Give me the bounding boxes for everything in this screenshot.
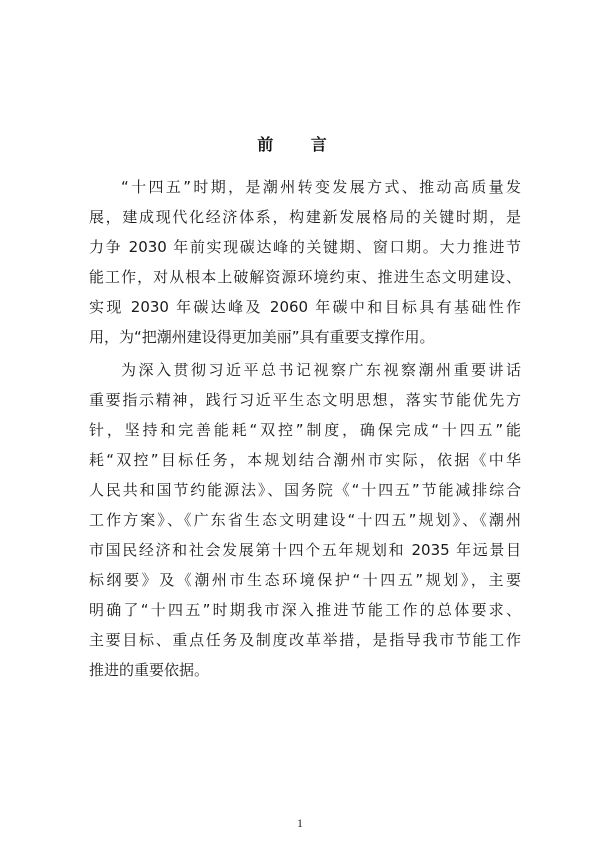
page-number: 1	[297, 816, 303, 830]
paragraph-1-line-5: 实现 2030 年碳达峰及 2060 年碳中和目标具有基础性作	[89, 298, 521, 316]
paragraph-2-line-9: 明确了“十四五”时期我市深入推进节能工作的总体要求、	[89, 601, 521, 619]
paragraph-2-line-8: 标纲要》及《潮州市生态环境保护“十四五”规划》，主要	[89, 571, 521, 589]
paragraph-1-line-3: 力争 2030 年前实现碳达峰的关键期、窗口期。大力推进节	[89, 238, 521, 256]
paragraph-2-line-10: 主要目标、重点任务及制度改革举措，是指导我市节能工作	[89, 631, 521, 649]
paragraph-1-line-2: 展，建成现代化经济体系，构建新发展格局的关键时期，是	[89, 208, 521, 226]
paragraph-2-line-5: 人民共和国节约能源法》、国务院《“十四五”节能减排综合	[89, 481, 521, 499]
paragraph-2-line-11: 推进的重要依据。	[89, 661, 210, 679]
paragraph-2-line-1: 为深入贯彻习近平总书记视察广东视察潮州重要讲话	[121, 361, 521, 379]
paragraph-1-line-6: 用，为“把潮州建设得更加美丽”具有重要支撑作用。	[89, 328, 435, 346]
paragraph-2-line-2: 重要指示精神，践行习近平生态文明思想，落实节能优先方	[89, 391, 521, 409]
page-title: 前 言	[257, 135, 343, 154]
paragraph-2-line-7: 市国民经济和社会发展第十四个五年规划和 2035 年远景目	[89, 541, 521, 559]
paragraph-1-line-1: “十四五”时期，是潮州转变发展方式、推动高质量发	[121, 178, 521, 196]
paragraph-2-line-6: 工作方案》、《广东省生态文明建设“十四五”规划》、《潮州	[89, 511, 521, 529]
paragraph-2-line-4: 耗“双控”目标任务，本规划结合潮州市实际，依据《中华	[89, 451, 521, 469]
paragraph-2-line-3: 针，坚持和完善能耗“双控”制度，确保完成“十四五”能	[89, 421, 521, 439]
paragraph-1-line-4: 能工作，对从根本上破解资源环境约束、推进生态文明建设、	[89, 268, 521, 286]
